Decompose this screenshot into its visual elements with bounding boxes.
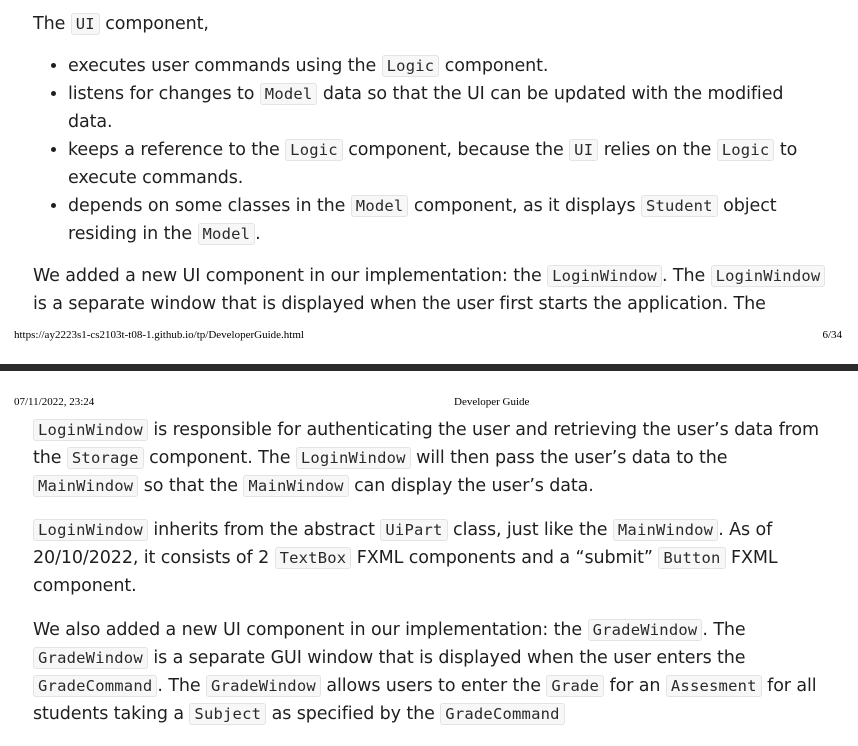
code-model: Model [260,83,318,105]
ui-component-section [33,10,833,318]
code-gradecommand: GradeCommand [440,703,564,725]
code-gradewindow: GradeWindow [33,647,148,669]
page-separator [0,364,858,371]
print-header-title: Developer Guide [454,396,530,408]
code-loginwindow: LoginWindow [33,519,148,541]
code-subject: Subject [189,703,266,725]
grade-window-paragraph: We also added a new UI component in our implementation: the GradeWindow . The GradeWindow is a separate GUI window that is displayed when the user enters the GradeCommand . The GradeWindow allows users to enter the Grade for an Assesment for all students taking a Subject as specified by the GradeCommand [33,620,817,724]
code-assesment: Assesment [666,675,762,697]
responsibility-list [33,52,833,248]
code-student: Student [641,195,718,217]
login-window-description: LoginWindow is responsible for authenticating the user and retrieving the user’s data from the Storage component. The LoginWindow will then pass the user’s data to the MainWindow so that the MainWindow can display the user’s data. [33,420,819,496]
code-gradecommand: GradeCommand [33,675,157,697]
code-gradewindow: GradeWindow [206,675,321,697]
code-logic: Logic [717,139,775,161]
code-uipart: UiPart [380,519,447,541]
print-footer-page-number: 6/34 [822,329,842,341]
print-footer-url: https://ay2223s1-cs2103t-t08-1.github.io/tp/DeveloperGuide.html [14,329,304,341]
login-window-inheritance: LoginWindow inherits from the abstract UiPart class, just like the MainWindow . As of 20/10/2022, it consists of 2 TextBox FXML components and a “submit” Button FXML component. [33,520,778,596]
code-storage: Storage [67,447,144,469]
login-window-paragraph: We added a new UI component in our implementation: the LoginWindow . The LoginWindow is a separate window that is displayed when the user first starts the application. The [33,262,833,318]
code-textbox: TextBox [275,547,352,569]
code-loginwindow: LoginWindow [33,419,148,441]
code-logic: Logic [382,55,440,77]
print-header-datetime: 07/11/2022, 23:24 [14,396,95,408]
code-mainwindow: MainWindow [33,475,138,497]
intro-paragraph: The UI component, [33,14,209,34]
code-mainwindow: MainWindow [243,475,348,497]
list-item: • executes user commands using the Logic component. [68,52,833,80]
code-button: Button [658,547,725,569]
list-item: • listens for changes to Model data so that the UI can be updated with the modified data. [68,80,833,136]
code-logic: Logic [285,139,343,161]
ui-component-section-continued [33,416,833,728]
code-ui: UI [569,139,598,161]
code-model: Model [198,223,256,245]
code-loginwindow: LoginWindow [547,265,662,287]
code-grade: Grade [546,675,604,697]
code-loginwindow: LoginWindow [296,447,411,469]
list-item: • keeps a reference to the Logic component, because the UI relies on the Logic to execute commands. [68,136,833,192]
document-page-top [0,0,858,364]
code-model: Model [351,195,409,217]
code-gradewindow: GradeWindow [588,619,703,641]
document-page-bottom [0,371,858,746]
code-loginwindow: LoginWindow [711,265,826,287]
code-mainwindow: MainWindow [613,519,718,541]
code-ui: UI [71,13,100,35]
list-item: • depends on some classes in the Model component, as it displays Student object residing in the Model . [68,192,833,248]
